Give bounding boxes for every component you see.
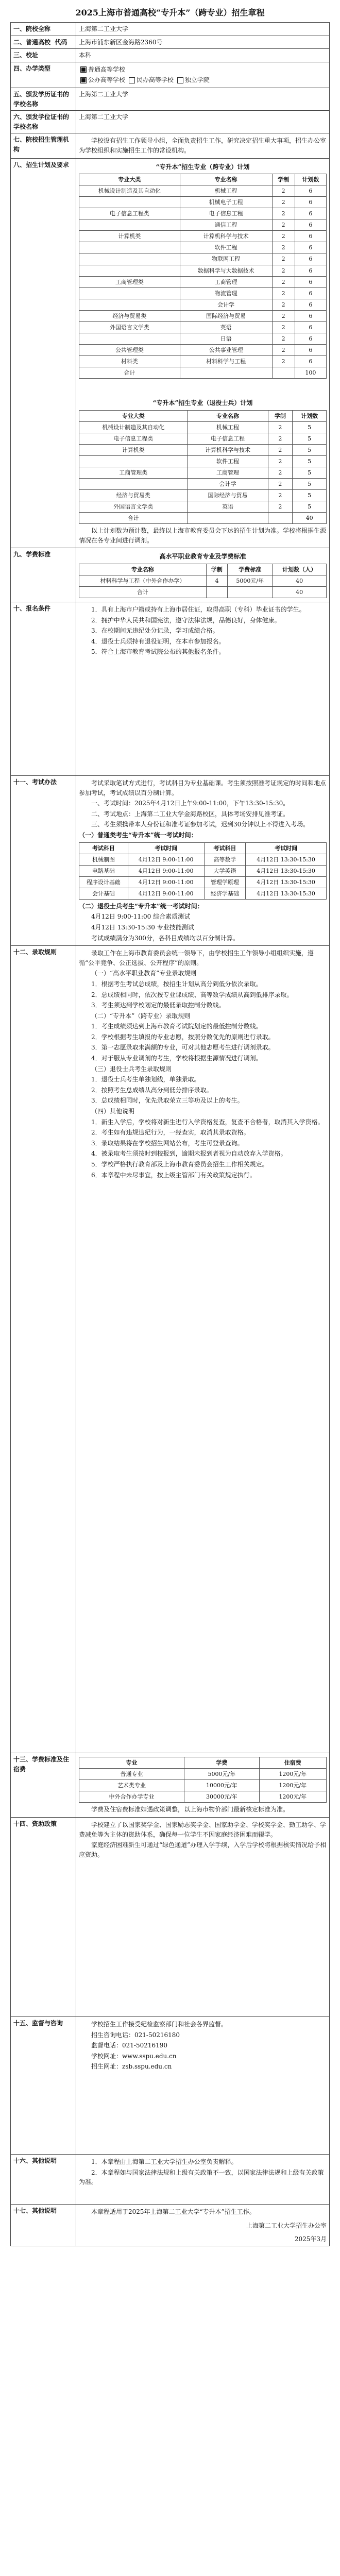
contact-content <box>76 2016 330 2154</box>
admission-paragraph: 1．考生成绩须达到上海市教育考试院划定的最低控制分数线。 <box>91 1023 262 1030</box>
value-diploma: 上海第二工业大学 <box>76 88 330 110</box>
value-school-name: 上海第二工业大学 <box>76 23 330 36</box>
label-address: 三、校址 <box>11 49 76 62</box>
other-paragraph: 2．本章程如与国家法律法规和上级有关政策不一致，以国家法律法规和上级有关政策为准。 <box>79 2168 324 2186</box>
value-school-code: 上海市浦东新区金海路2360号 <box>76 36 330 49</box>
exam-paragraph: 二、考试地点：上海第二工业大学金海路校区，具体考场安排见准考证。 <box>91 810 290 818</box>
plan1-row: 物流管理 2 6 <box>79 287 327 299</box>
exam-paragraph: 三、考生须携带本人身份证和准考证参加考试，迟到30分钟以上不得进入考场。 <box>91 821 310 828</box>
other1-content <box>76 2154 330 2204</box>
plan1-row: 会计学 2 6 <box>79 299 327 310</box>
row-school-type <box>11 62 330 88</box>
label-exam: 十一、考试办法 <box>11 775 76 945</box>
checkbox-icon <box>80 77 87 83</box>
row-plan <box>11 158 330 548</box>
admission-paragraph: （三）退役士兵考生录取规则 <box>91 1065 172 1073</box>
row-school-code <box>11 36 330 49</box>
exam-row: 会计基础 4月12日 9:00-11:00 经济学基础 4月12日 13:30-15:30 <box>79 888 327 899</box>
admission-paragraph: 2．考生如有违规违纪行为，一经查实，取消其录取资格。 <box>91 1129 250 1137</box>
plan1-row: 经济与贸易类 国际经济与贸易 2 6 <box>79 310 327 321</box>
tuition-table: 专业名称 学制 学费标准 计划数（人） 材料科学与工程（中外合作办学） 4 5000元/年 40 合计 40 <box>79 564 327 598</box>
row-other1 <box>11 2154 330 2204</box>
plan1-row: 工商管理类 工商管理 2 6 <box>79 276 327 287</box>
label-plan: 八、招生计划及要求 <box>11 158 76 548</box>
label-contact: 十五、监督与咨询 <box>11 2016 76 2154</box>
eligibility-paragraph: 1．具有上海市户籍或持有上海市居住证，取得高职（专科）毕业证书的学生。 <box>91 605 305 613</box>
row-aid <box>11 1817 330 2016</box>
eligibility-paragraph: 3．在校期间无违纪处分记录，学习成绩合格。 <box>91 627 219 635</box>
row-tuition <box>11 548 330 602</box>
fees-row: 艺术类专业 10000元/年 1200元/年 <box>79 1780 327 1791</box>
label-aid: 十四、资助政策 <box>11 1817 76 2016</box>
fees-row: 普通专业 5000元/年 1200元/年 <box>79 1769 327 1780</box>
label-diploma: 五、颁发学历证书的学校名称 <box>11 88 76 110</box>
admission-paragraph: 1．新生入学后，学校将对新生进行入学资格复查，复查不合格者，取消其入学资格。 <box>91 1118 324 1126</box>
value-address: 本科 <box>76 49 330 62</box>
label-other2: 十七、其他说明 <box>11 2204 76 2246</box>
plan2-row: 工商管理类 工商管理 2 5 <box>79 467 327 478</box>
contact-paragraph: 招生咨询电话：021-50216180 <box>91 2031 180 2039</box>
admission-paragraph: （二）“专升本”（跨专业）录取规则 <box>91 1012 191 1020</box>
admission-paragraph: 4．对于服从专业调剂的考生，学校将根据生源情况进行调剂。 <box>91 1055 262 1062</box>
other-paragraph: 本章程适用于2025年上海第二工业大学“专升本”招生工作。 <box>91 2208 256 2215</box>
exam1-heading: （一）普通类考生“专升本”统一考试时间： <box>79 831 197 839</box>
plan2-row: 机械设计制造及其自动化 机械工程 2 5 <box>79 421 327 433</box>
row-diploma <box>11 88 330 110</box>
row-school-name <box>11 23 330 36</box>
row-admin <box>11 133 330 158</box>
exam-row: 机械制图 4月12日 9:00-11:00 高等数学 4月12日 13:30-15:30 <box>79 854 327 865</box>
contact-paragraph: 学校网址：www.sspu.edu.cn <box>91 2052 177 2060</box>
admission-paragraph: （四）其他说明 <box>91 1108 135 1115</box>
admission-paragraph: 4．被录取考生须按时到校报到，逾期未报到者视为自动放弃入学资格。 <box>91 1150 287 1158</box>
plan1-row: 数据科学与大数据技术 2 6 <box>79 265 327 276</box>
school-type-options: 普通高等学校 公办高等学校 民办高等学校 独立学院 <box>76 62 330 88</box>
exam-score-note: 考试成绩满分为300分，各科目成绩均以百分制计算。 <box>91 934 239 942</box>
plan1-row: 软件工程 2 6 <box>79 242 327 253</box>
plan1-row: 机械设计制造及其自动化 机械工程 2 6 <box>79 185 327 197</box>
admission-paragraph: 2．学校根据考生填报的专业志愿，按照分数优先的原则进行录取。 <box>91 1033 275 1041</box>
value-degree: 上海第二工业大学 <box>76 111 330 133</box>
footer-org: 上海第二工业大学招生办公室 <box>246 2222 327 2229</box>
exam-table: 考试科目 考试时间 考试科目 考试时间 机械制图 4月12日 9:00-11:00 高等数学 4月12日 13:30-15:30 电路基础 4月12日 9:00-11:00 大学英语 4月12日 13:30-15:30 程序设计基础 4月12日 9:00-11:00 管理学原理 4月12日 13:30-15:30 会计基础 4月12日 9:00-11:00 经济学基础 4月12日 13:30-15:30 <box>79 842 327 900</box>
admin-text: 学校设有招生工作领导小组，全面负责招生工作，研究决定招生重大事项，招生办公室为学校组织和实施招生工作的常设机构。 <box>79 137 327 154</box>
label-school-name: 一、院校全称 <box>11 23 76 36</box>
exam2-heading: （二）退役士兵考生“专升本”统一考试时间： <box>79 902 203 910</box>
label-admission: 十二、录取规则 <box>11 946 76 1753</box>
contact-paragraph: 学校招生工作接受纪检监察部门和社会各界监督。 <box>91 2020 228 2028</box>
label-school-type: 四、办学类型 <box>11 62 76 88</box>
charter-table <box>10 22 330 2246</box>
row-admission <box>11 946 330 1753</box>
eligibility-paragraph: 2．拥护中华人民共和国宪法，遵守法律法规，品德良好，身体健康。 <box>91 616 281 624</box>
plan1-heading: “专升本”招生专业（跨专业）计划 <box>156 163 250 171</box>
exam-row: 电路基础 4月12日 9:00-11:00 大学英语 4月12日 13:30-15:30 <box>79 865 327 876</box>
tuition-heading: 高水平职业教育专业及学费标准 <box>159 553 246 561</box>
admission-paragraph: 3．考生须达到学校划定的最低录取控制分数线。 <box>91 1002 225 1009</box>
document-title: 2025上海市普通高校“专升本”（跨专业）招生章程 <box>75 8 265 18</box>
plan1-row: 日语 2 6 <box>79 333 327 344</box>
checkbox-icon <box>80 66 87 73</box>
plan1-row: 计算机类 计算机科学与技术 2 6 <box>79 231 327 242</box>
plan-note: 以上计划数为预计数，最终以上海市教育委员会下达的招生计划为准。学校将根据生源情况在各专业间进行调剂。 <box>79 527 327 544</box>
fees-row: 中外合作办学专业 30000元/年 1200元/年 <box>79 1791 327 1803</box>
aid-paragraph: 学校建立了以国家奖学金、国家励志奖学金、国家助学金、学校奖学金、勤工助学、学费减免等为主体的资助体系，确保每一位学生不因家庭经济困难而辍学。 <box>79 1821 327 1838</box>
checkbox-icon <box>177 77 183 83</box>
exam-paragraph: 考试采取笔试方式进行，考试科目为专业基础课。考生须按照准考证规定的时间和地点参加考试，考试成绩以百分制计算。 <box>79 779 327 796</box>
row-exam: 十一、考试办法 考试采取笔试方式进行，考试科目为专业基础课。考生须按照准考证规定的时间和地点参加考试，考试成绩以百分制计算。 一、考试时间：2025年4月12日上午9:00-11:00，下午13:30-15:30。 二、考试地点：上海第二工业大学金海路校区，具体考场安排见准考证。 三、考生须携带本人身份证和准考证参加考试，迟到30分钟以上不得进入考场。 （一）普通类考生“专升本”统一考试时间： 考试科目 考试时间 考试科目 考试时间 机械制图 4月12日 9:00-11:00 高等数学 4月12日 13:30-15:30 电路基础 4月12日 9:00-11:00 大学英语 4月12日 13:30-15:30 程序设计基础 4月12日 9:00-11:00 管理学原理 4月12日 13:30-15:30 会计基础 4月12日 9:00-11:00 经济学基础 4月12日 13:30-15:30 （二）退役士兵考生“专升本”统一考试时间： 4月12日 9:00-11:00 综合素质测试 4月12日 13:30-15:30 专业技能测试 考试成绩满分为300分，各科目成绩均以百分制计算。 <box>11 775 330 945</box>
admission-paragraph: 5．学校严格执行教育部及上海市教育委员会招生工作相关规定。 <box>91 1161 268 1168</box>
plan1-row: 通信工程 2 6 <box>79 219 327 231</box>
label-school-code: 二、普通高校 代码 <box>11 36 76 49</box>
tuition-row: 材料科学与工程（中外合作办学） 4 5000元/年 40 <box>79 575 327 586</box>
row-other2 <box>11 2204 330 2246</box>
admission-content <box>76 946 330 1753</box>
admission-paragraph: 3．总成绩相同时，优先录取荣立三等功及以上的考生。 <box>91 1097 244 1105</box>
label-fees: 十三、学费标准及住宿费 <box>11 1753 76 1818</box>
admission-paragraph: （一）“高水平职业教育”专业录取规则 <box>91 970 197 977</box>
label-admin: 七、院校招生管理机构 <box>11 133 76 158</box>
plan2-heading: “专升本”招生专业（退役士兵）计划 <box>152 399 253 406</box>
admission-paragraph: 2．总成绩相同时，依次按专业课成绩、高等数学成绩从高到低排序录取。 <box>91 991 293 998</box>
label-degree: 六、颁发学位证书的学校名称 <box>11 111 76 133</box>
document-page <box>10 0 330 2246</box>
admission-paragraph: 3．第一志愿录取未满额的专业，可对其他志愿考生进行调剂录取。 <box>91 1044 275 1052</box>
plan2-row: 会计学 2 5 <box>79 478 327 489</box>
label-other1: 十六、其他说明 <box>11 2154 76 2204</box>
plan2-row: 经济与贸易类 国际经济与贸易 2 5 <box>79 489 327 501</box>
plan1-row: 物联网工程 2 6 <box>79 253 327 265</box>
other-paragraph: 1．本章程由上海第二工业大学招生办公室负责解释。 <box>91 2158 237 2165</box>
row-fees <box>11 1753 330 1818</box>
admission-paragraph: 3．录取结果将在学校招生网站公布，考生可登录查询。 <box>91 1139 244 1147</box>
aid-content <box>76 1817 330 2016</box>
eligibility-paragraph: 4．退役士兵须持有退役证明，在本市参加报名。 <box>91 637 225 645</box>
plan1-row: 公共管理类 公共事业管理 2 6 <box>79 344 327 355</box>
eligibility-paragraph: 5．符合上海市教育考试院公布的其他报名条件。 <box>91 648 225 656</box>
admission-paragraph: 录取工作在上海市教育委员会统一领导下，由学校招生工作领导小组组织实施，遵循“公平竞争、公正选拔、公开程序”的原则。 <box>79 950 314 967</box>
row-eligibility <box>11 602 330 775</box>
contact-paragraph: 招生网址：zsb.sspu.edu.cn <box>91 2063 172 2071</box>
aid-paragraph: 家庭经济困难新生可通过“绿色通道”办理入学手续，入学后学校将根据核实情况给予相应资助。 <box>79 1841 327 1858</box>
plan2-row: 电子信息工程类 电子信息工程 2 5 <box>79 433 327 444</box>
admission-paragraph: 1．退役士兵考生单独划线，单独录取。 <box>91 1076 200 1083</box>
plan2-table: 专业大类 专业名称 学制 计划数 机械设计制造及其自动化 机械工程 2 5 电子信息工程类 电子信息工程 2 5 计算机类 计算机科学与技术 2 5 软件工程 2 5 工商管理类 工商管理 2 5 会计学 2 5 经济与贸易类 国际经济与贸易 2 5 外国语言文学类 英语 2 5 合计 40 <box>79 410 327 524</box>
exam-row: 程序设计基础 4月12日 9:00-11:00 管理学原理 4月12日 13:30-15:30 <box>79 876 327 888</box>
plan1-table: 专业大类 专业名称 学制 计划数 机械设计制造及其自动化 机械工程 2 6 机械电子工程 2 6 电子信息工程类 电子信息工程 2 6 通信工程 2 6 计算机类 计算机科学与技术 2 6 软件工程 2 6 物联网工程 2 6 数据科学与大数据技术 2 6 工商管理类 工商管理 2 6 物流管理 2 6 会计学 2 6 经济与贸易类 国际经济与贸易 2 6 外国语言文学类 英语 2 6 日语 2 6 公共管理类 公共事业管理 2 6 材料类 材料科学与工程 2 6 合计 100 <box>79 174 327 379</box>
label-tuition: 九、学费标准 <box>11 548 76 602</box>
plan2-row: 软件工程 2 5 <box>79 455 327 467</box>
admission-paragraph: 1．根据考生考试总成绩，按招生计划从高分到低分依次录取。 <box>91 980 262 988</box>
row-contact <box>11 2016 330 2154</box>
eligibility-content <box>76 602 330 775</box>
fees-note: 学费及住宿费标准如遇政策调整，以上海市物价部门最新核定标准为准。 <box>91 1806 290 1814</box>
plan2-row: 外国语言文学类 英语 2 5 <box>79 501 327 512</box>
checkbox-icon <box>129 77 135 83</box>
plan1-row: 电子信息工程类 电子信息工程 2 6 <box>79 208 327 219</box>
plan2-row: 计算机类 计算机科学与技术 2 5 <box>79 444 327 455</box>
admission-paragraph: 2．按照考生总成绩从高分到低分排序录取。 <box>91 1086 213 1094</box>
contact-paragraph: 监督电话：021-50216190 <box>91 2042 168 2049</box>
admission-paragraph: 6．本章程中未尽事宜，按上级主管部门有关政策规定执行。 <box>91 1171 256 1179</box>
label-eligibility: 十、报名条件 <box>11 602 76 775</box>
row-degree <box>11 111 330 133</box>
fees-table: 专业 学费 住宿费 普通专业 5000元/年 1200元/年 艺术类专业 10000元/年 1200元/年 中外合作办学专业 30000元/年 1200元/年 <box>79 1757 327 1803</box>
exam-paragraph: 一、考试时间：2025年4月12日上午9:00-11:00，下午13:30-15:30。 <box>91 800 290 807</box>
plan1-row: 外国语言文学类 英语 2 6 <box>79 321 327 333</box>
plan1-row: 机械电子工程 2 6 <box>79 197 327 208</box>
row-address <box>11 49 330 62</box>
footer-date: 2025年3月 <box>294 2235 327 2243</box>
tuition-row: 合计 40 <box>79 586 327 598</box>
plan1-row: 材料类 材料科学与工程 2 6 <box>79 355 327 367</box>
